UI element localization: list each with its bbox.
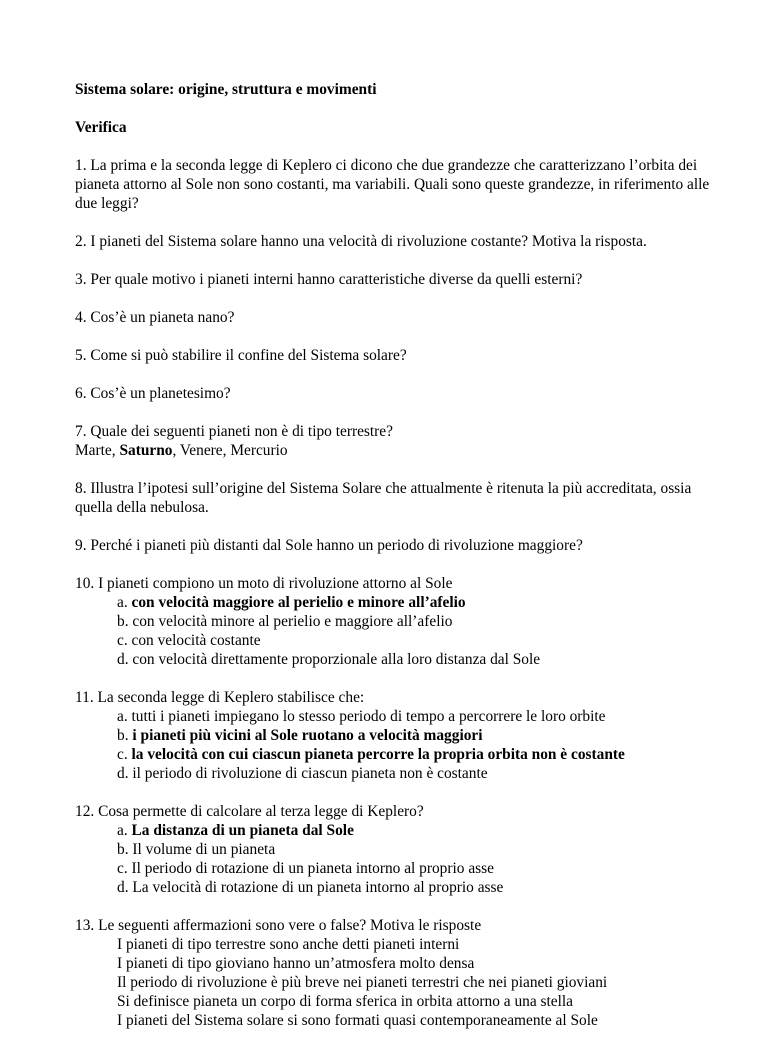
statement-4: Si definisce pianeta un corpo di forma sferica in orbita attorno a una stella	[117, 993, 574, 1010]
question-13	[75, 916, 715, 1030]
option-text: La velocità di rotazione di un pianeta intorno al proprio asse	[132, 879, 504, 896]
option-d	[75, 878, 715, 897]
statement-3: Il periodo di rivoluzione è più breve nei pianeti terrestri che nei pianeti gioviani	[117, 974, 608, 991]
option-a	[75, 707, 715, 726]
question-12	[75, 802, 715, 897]
document-page	[75, 80, 715, 1049]
option-text: con velocità minore al perielio e maggiore all’afelio	[132, 613, 453, 630]
option-letter: a.	[117, 708, 132, 725]
statement-1: I pianeti di tipo terrestre sono anche detti pianeti interni	[117, 936, 460, 953]
option-a	[75, 821, 715, 840]
option-b	[75, 726, 715, 745]
document-title: Sistema solare: origine, struttura e movimenti	[75, 81, 377, 98]
question-11-text: 11. La seconda legge di Keplero stabilisce che:	[75, 689, 365, 706]
question-11	[75, 688, 715, 783]
option-text: il periodo di rivoluzione di ciascun pianeta non è costante	[132, 765, 488, 782]
question-1: 1. La prima e la seconda legge di Keplero ci dicono che due grandezze che caratterizzano l’orbita dei pianeta attorno al Sole non sono costanti, ma variabili. Quali sono queste grandezze, in riferimento alle due leggi?	[75, 157, 710, 212]
option-d	[75, 764, 715, 783]
question-13-text: 13. Le seguenti affermazioni sono vere o false? Motiva le risposte	[75, 917, 482, 934]
document-subtitle: Verifica	[75, 119, 127, 136]
option-letter: c.	[117, 632, 132, 649]
statement-2: I pianeti di tipo gioviano hanno un’atmosfera molto densa	[117, 955, 475, 972]
option-letter: d.	[117, 879, 133, 896]
choices-suffix: , Venere, Mercurio	[172, 442, 288, 459]
option-c	[75, 745, 715, 764]
option-c	[75, 631, 715, 650]
option-letter: d.	[117, 651, 133, 668]
question-7-choices	[75, 441, 715, 460]
question-7	[75, 422, 715, 460]
option-a	[75, 593, 715, 612]
question-10	[75, 574, 715, 669]
statement-5: I pianeti del Sistema solare si sono formati quasi contemporaneamente al Sole	[117, 1012, 598, 1029]
option-c	[75, 859, 715, 878]
option-text: tutti i pianeti impiegano lo stesso periodo di tempo a percorrere le loro orbite	[131, 708, 606, 725]
option-text: con velocità maggiore al perielio e minore all’afelio	[131, 594, 466, 611]
option-letter: b.	[117, 841, 133, 858]
option-text: i pianeti più vicini al Sole ruotano a velocità maggiori	[132, 727, 483, 744]
option-letter: c.	[117, 860, 132, 877]
question-2: 2. I pianeti del Sistema solare hanno una velocità di rivoluzione costante? Motiva la risposta.	[75, 233, 647, 250]
choices-answer: Saturno	[119, 442, 173, 459]
option-d	[75, 650, 715, 669]
option-b	[75, 612, 715, 631]
question-10-text: 10. I pianeti compiono un moto di rivoluzione attorno al Sole	[75, 575, 453, 592]
option-text: con velocità costante	[131, 632, 261, 649]
question-5: 5. Come si può stabilire il confine del Sistema solare?	[75, 347, 407, 364]
option-text: con velocità direttamente proporzionale alla loro distanza dal Sole	[132, 651, 541, 668]
option-letter: d.	[117, 765, 133, 782]
question-7-text: 7. Quale dei seguenti pianeti non è di tipo terrestre?	[75, 423, 393, 440]
question-3: 3. Per quale motivo i pianeti interni hanno caratteristiche diverse da quelli esterni?	[75, 271, 583, 288]
choices-prefix: Marte,	[75, 442, 120, 459]
question-6: 6. Cos’è un planetesimo?	[75, 385, 231, 402]
option-letter: a.	[117, 594, 132, 611]
option-text: Il volume di un pianeta	[132, 841, 276, 858]
option-text: la velocità con cui ciascun pianeta percorre la propria orbita non è costante	[131, 746, 625, 763]
option-b	[75, 840, 715, 859]
question-9: 9. Perché i pianeti più distanti dal Sole hanno un periodo di rivoluzione maggiore?	[75, 537, 583, 554]
question-8: 8. Illustra l’ipotesi sull’origine del Sistema Solare che attualmente è ritenuta la più accreditata, ossia quella della nebulosa.	[75, 480, 692, 516]
question-4: 4. Cos’è un pianeta nano?	[75, 309, 235, 326]
question-12-text: 12. Cosa permette di calcolare al terza legge di Keplero?	[75, 803, 424, 820]
option-letter: b.	[117, 613, 133, 630]
option-letter: a.	[117, 822, 132, 839]
option-letter: b.	[117, 727, 133, 744]
option-text: Il periodo di rotazione di un pianeta intorno al proprio asse	[131, 860, 494, 877]
option-text: La distanza di un pianeta dal Sole	[131, 822, 354, 839]
option-letter: c.	[117, 746, 132, 763]
